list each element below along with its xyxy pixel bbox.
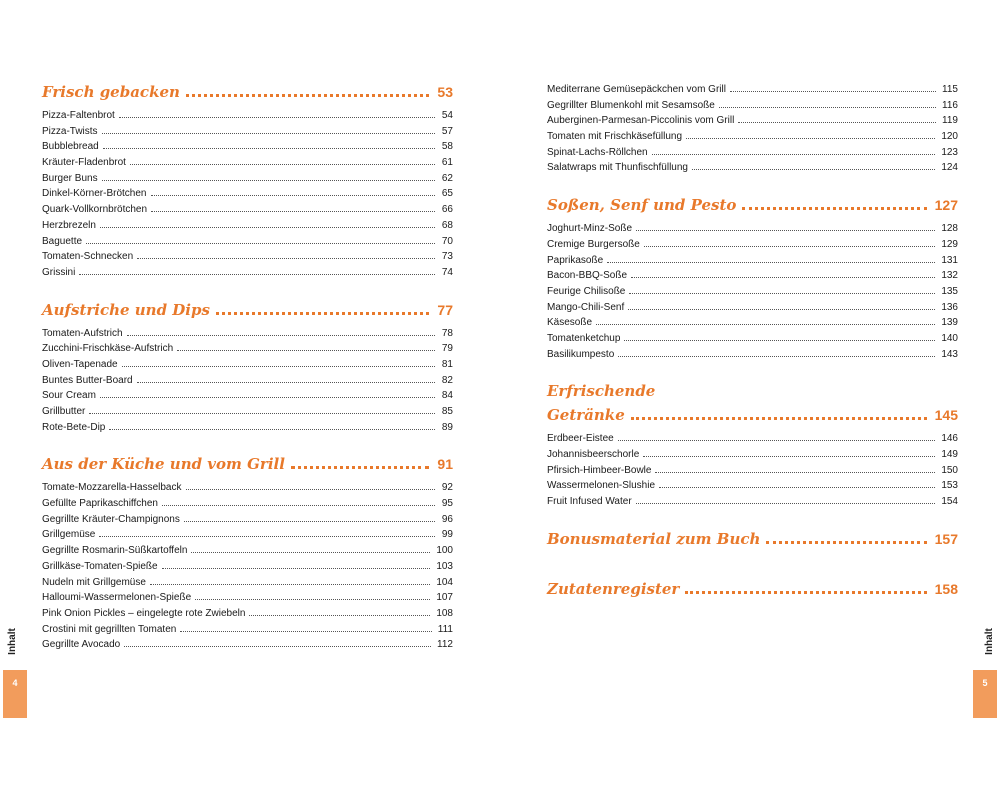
toc-entry[interactable] <box>547 237 958 253</box>
entry-page: 73 <box>441 251 453 263</box>
entry-title: Spinat-Lachs-Röllchen <box>547 146 648 158</box>
entry-page: 81 <box>441 358 453 370</box>
entry-title: Joghurt-Minz-Soße <box>547 223 633 235</box>
entry-page: 128 <box>941 223 958 235</box>
entry-title: Burger Buns <box>42 172 98 184</box>
page-number-tab: 4 <box>3 670 27 718</box>
section-title: Getränke <box>547 406 625 425</box>
entry-page: 82 <box>441 374 453 386</box>
toc-entry[interactable] <box>547 221 958 237</box>
toc-section <box>42 298 453 436</box>
toc-entry[interactable] <box>42 218 453 234</box>
dot-leader <box>629 293 935 294</box>
entry-page: 58 <box>441 141 453 153</box>
entry-page: 116 <box>942 99 958 111</box>
entry-title: Gegrillte Rosmarin-Süßkartoffeln <box>42 545 188 557</box>
entry-page: 146 <box>941 433 958 445</box>
entry-title: Gefüllte Paprikaschiffchen <box>42 498 158 510</box>
entry-page: 99 <box>441 529 453 541</box>
entry-title: Herzbrezeln <box>42 219 96 231</box>
dot-leader <box>86 243 435 244</box>
entry-title: Grillbutter <box>42 406 86 417</box>
dot-leader <box>628 309 935 310</box>
dot-leader <box>738 122 936 123</box>
dot-leader <box>100 397 435 398</box>
toc-entry[interactable] <box>547 284 958 300</box>
toc-entry[interactable] <box>42 186 453 202</box>
toc-section <box>547 577 958 601</box>
dot-leader <box>659 487 935 488</box>
toc-entry[interactable] <box>547 331 958 347</box>
entry-page: 78 <box>441 327 453 339</box>
entry-title: Wassermelonen-Slushie <box>547 480 656 492</box>
section-page: 53 <box>437 84 453 100</box>
dot-leader <box>89 413 435 414</box>
entry-page: 112 <box>437 639 453 651</box>
entry-page: 107 <box>436 592 453 604</box>
toc-entry[interactable] <box>42 124 453 140</box>
dot-leader <box>102 180 435 181</box>
entry-page: 89 <box>441 421 453 433</box>
entry-list <box>42 326 453 436</box>
entry-page: 131 <box>941 254 958 266</box>
toc-entry[interactable] <box>547 494 958 510</box>
toc-entry[interactable] <box>42 388 453 404</box>
dot-leader <box>686 138 935 139</box>
entry-page: 129 <box>941 238 958 250</box>
section-page: 77 <box>437 301 453 318</box>
section-title: Bonusmaterial zum Buch <box>547 529 761 548</box>
dot-leader <box>742 207 926 210</box>
dot-leader <box>195 599 430 600</box>
dot-leader <box>766 541 926 544</box>
dot-leader <box>184 521 435 522</box>
toc-entry[interactable] <box>547 160 958 176</box>
entry-title: Crostini mit gegrillten Tomaten <box>42 623 177 635</box>
toc-entry[interactable] <box>42 234 453 250</box>
dot-leader <box>607 262 935 263</box>
entry-list <box>42 480 453 653</box>
entry-title: Pizza-Twists <box>42 125 98 137</box>
dot-leader <box>99 536 435 537</box>
entry-page: 66 <box>441 204 453 216</box>
entry-title: Tomaten mit Frischkäsefüllung <box>547 131 683 143</box>
section-page: 145 <box>934 407 958 424</box>
entry-page: 85 <box>441 406 453 417</box>
toc-section <box>42 80 453 281</box>
section-heading[interactable] <box>42 298 453 322</box>
toc-entry[interactable] <box>42 404 453 420</box>
toc-entry[interactable] <box>42 575 453 591</box>
entry-page: 84 <box>441 390 453 402</box>
entry-title: Tomatenketchup <box>547 332 621 344</box>
entry-title: Tomaten-Aufstrich <box>42 327 123 339</box>
entry-page: 140 <box>941 332 958 344</box>
toc-entry[interactable] <box>42 637 453 653</box>
section-heading[interactable] <box>547 577 958 601</box>
toc-entry[interactable] <box>42 496 453 512</box>
toc-entry[interactable] <box>42 373 453 389</box>
toc-section <box>42 452 453 653</box>
toc-entry[interactable] <box>42 357 453 373</box>
toc-entry[interactable] <box>42 341 453 357</box>
dot-leader <box>596 324 935 325</box>
entry-title: Oliven-Tapenade <box>42 358 118 370</box>
toc-entry[interactable] <box>42 512 453 528</box>
entry-page: 104 <box>436 576 453 588</box>
entry-title: Gegrillter Blumenkohl mit Sesamsoße <box>547 99 715 111</box>
toc-entry[interactable] <box>547 463 958 479</box>
dot-leader <box>177 350 435 351</box>
entry-title: Grillkäse-Tomaten-Spieße <box>42 560 158 572</box>
dot-leader <box>151 211 435 212</box>
entry-page: 132 <box>941 270 958 282</box>
toc-entry[interactable] <box>547 478 958 494</box>
toc-entry[interactable] <box>547 447 958 463</box>
toc-entry[interactable] <box>42 543 453 559</box>
toc-entry[interactable] <box>42 171 453 187</box>
toc-entry[interactable] <box>547 253 958 269</box>
entry-title: Bacon-BBQ-Soße <box>547 270 628 282</box>
toc-entry[interactable] <box>42 202 453 218</box>
entry-title: Cremige Burgersoße <box>547 238 640 250</box>
entry-title: Dinkel-Körner-Brötchen <box>42 188 147 200</box>
entry-page: 65 <box>441 188 453 200</box>
section-heading[interactable] <box>547 379 958 427</box>
dot-leader <box>162 568 431 569</box>
dot-leader <box>730 91 936 92</box>
section-title: Soßen, Senf und Pesto <box>547 196 737 215</box>
toc-entry[interactable] <box>42 326 453 342</box>
section-heading[interactable] <box>42 452 453 476</box>
entry-page: 54 <box>441 110 453 121</box>
dot-leader <box>124 646 431 647</box>
section-page: 158 <box>934 580 958 597</box>
section-heading[interactable] <box>547 193 958 217</box>
dot-leader <box>636 230 935 231</box>
entry-page: 96 <box>441 513 453 525</box>
entry-title: Käsesoße <box>547 317 593 329</box>
dot-leader <box>109 429 435 430</box>
entry-title: Fruit Infused Water <box>547 496 632 508</box>
entry-title: Basilikumpesto <box>547 348 615 360</box>
entry-page: 103 <box>436 560 453 572</box>
toc-entry[interactable] <box>42 108 453 124</box>
entry-title: Halloumi-Wassermelonen-Spieße <box>42 592 192 604</box>
dot-leader <box>719 107 936 108</box>
dot-leader <box>618 356 935 357</box>
entry-title: Sour Cream <box>42 390 96 402</box>
entry-page: 136 <box>941 301 958 313</box>
toc-entry[interactable] <box>547 113 958 129</box>
toc-entry[interactable] <box>547 82 958 98</box>
dot-leader <box>127 335 435 336</box>
toc-entry[interactable] <box>42 265 453 281</box>
entry-page: 74 <box>441 266 453 278</box>
entry-page: 68 <box>441 219 453 231</box>
entry-page: 111 <box>437 623 453 635</box>
toc-entry[interactable] <box>42 139 453 155</box>
entry-page: 123 <box>941 146 958 158</box>
entry-list <box>547 82 958 176</box>
section-title: Aufstriche und Dips <box>42 300 210 319</box>
entry-page: 100 <box>436 545 453 557</box>
dot-leader <box>631 417 927 420</box>
side-label-inhalt: Inhalt <box>6 628 18 655</box>
entry-title: Pfirsich-Himbeer-Bowle <box>547 464 652 476</box>
dot-leader <box>180 631 431 632</box>
dot-leader <box>186 94 430 97</box>
entry-title: Mediterrane Gemüsepäckchen vom Grill <box>547 84 726 95</box>
toc-entry[interactable] <box>42 590 453 606</box>
left-page-toc <box>42 80 453 670</box>
entry-list <box>547 431 958 509</box>
toc-entry[interactable] <box>42 559 453 575</box>
entry-title: Erdbeer-Eistee <box>547 433 614 445</box>
toc-entry[interactable] <box>547 145 958 161</box>
section-heading[interactable] <box>547 527 958 551</box>
page-number-tab: 5 <box>973 670 997 718</box>
dot-leader <box>191 552 430 553</box>
toc-entry[interactable] <box>547 129 958 145</box>
dot-leader <box>130 164 435 165</box>
entry-page: 95 <box>441 498 453 510</box>
entry-page: 79 <box>441 343 453 355</box>
toc-entry[interactable] <box>547 347 958 363</box>
entry-page: 108 <box>436 607 453 619</box>
dot-leader <box>685 591 926 594</box>
dot-leader <box>151 195 436 196</box>
dot-leader <box>137 382 435 383</box>
entry-list <box>547 221 958 362</box>
toc-section <box>547 193 958 362</box>
entry-page: 57 <box>441 125 453 137</box>
toc-entry[interactable] <box>42 480 453 496</box>
entry-title: Rote-Bete-Dip <box>42 421 106 433</box>
entry-page: 154 <box>941 496 958 508</box>
entry-title: Salatwraps mit Thunfischfüllung <box>547 162 688 174</box>
dot-leader <box>102 133 435 134</box>
dot-leader <box>692 169 935 170</box>
entry-page: 61 <box>441 157 453 169</box>
toc-section <box>547 527 958 551</box>
toc-entry[interactable] <box>547 300 958 316</box>
entry-page: 135 <box>941 285 958 297</box>
toc-entry[interactable] <box>42 420 453 436</box>
entry-page: 120 <box>941 131 958 143</box>
entry-title: Grissini <box>42 266 76 278</box>
entry-page: 115 <box>942 84 958 95</box>
toc-entry[interactable] <box>42 527 453 543</box>
entry-title: Buntes Butter-Board <box>42 374 133 386</box>
dot-leader <box>291 466 429 469</box>
entry-title: Baguette <box>42 235 83 247</box>
section-title-line1: Erfrischende <box>547 382 656 401</box>
entry-title: Pizza-Faltenbrot <box>42 110 115 121</box>
entry-title: Mango-Chili-Senf <box>547 301 625 313</box>
toc-section <box>547 379 958 509</box>
dot-leader <box>100 227 435 228</box>
dot-leader <box>186 489 436 490</box>
entry-title: Tomate-Mozzarella-Hasselback <box>42 482 182 494</box>
dot-leader <box>618 440 936 441</box>
toc-entry[interactable] <box>42 622 453 638</box>
entry-title: Zucchini-Frischkäse-Aufstrich <box>42 343 174 355</box>
toc-entry[interactable] <box>547 268 958 284</box>
toc-entry[interactable] <box>42 606 453 622</box>
dot-leader <box>652 154 936 155</box>
entry-title: Bubblebread <box>42 141 99 153</box>
entry-title: Gegrillte Avocado <box>42 639 121 651</box>
entry-title: Kräuter-Fladenbrot <box>42 157 126 169</box>
entry-page: 124 <box>941 162 958 174</box>
dot-leader <box>137 258 435 259</box>
dot-leader <box>631 277 935 278</box>
side-label-inhalt: Inhalt <box>983 628 995 655</box>
entry-list <box>42 108 453 281</box>
toc-entry[interactable] <box>547 98 958 114</box>
dot-leader <box>103 148 435 149</box>
entry-title: Pink Onion Pickles – eingelegte rote Zwiebeln <box>42 607 246 619</box>
section-heading[interactable] <box>42 80 453 104</box>
toc-entry[interactable] <box>42 249 453 265</box>
entry-page: 150 <box>941 464 958 476</box>
entry-page: 62 <box>441 172 453 184</box>
dot-leader <box>119 117 435 118</box>
dot-leader <box>150 584 430 585</box>
entry-page: 143 <box>941 348 958 360</box>
dot-leader <box>122 366 435 367</box>
toc-section-continued <box>547 82 958 176</box>
section-title: Aus der Küche und vom Grill <box>42 455 285 474</box>
entry-title: Grillgemüse <box>42 529 96 541</box>
section-title: Zutatenregister <box>547 579 680 598</box>
dot-leader <box>624 340 935 341</box>
dot-leader <box>643 456 935 457</box>
entry-page: 119 <box>942 115 958 127</box>
entry-page: 153 <box>941 480 958 492</box>
section-page: 91 <box>437 456 453 473</box>
entry-title: Tomaten-Schnecken <box>42 251 134 263</box>
dot-leader <box>79 274 435 275</box>
entry-page: 70 <box>441 235 453 247</box>
entry-page: 139 <box>941 317 958 329</box>
entry-title: Feurige Chilisoße <box>547 285 626 297</box>
dot-leader <box>636 503 936 504</box>
section-title: Frisch gebacken <box>42 83 180 101</box>
entry-title: Auberginen-Parmesan-Piccolinis vom Grill <box>547 115 735 127</box>
entry-page: 92 <box>441 482 453 494</box>
section-page: 157 <box>934 530 958 547</box>
right-page-toc <box>547 82 958 618</box>
dot-leader <box>655 472 935 473</box>
dot-leader <box>162 505 435 506</box>
section-page: 127 <box>934 197 958 214</box>
dot-leader <box>249 615 430 616</box>
entry-title: Paprikasoße <box>547 254 604 266</box>
entry-title: Gegrillte Kräuter-Champignons <box>42 513 180 525</box>
dot-leader <box>644 246 936 247</box>
entry-title: Quark-Vollkornbrötchen <box>42 204 148 216</box>
toc-entry[interactable] <box>42 155 453 171</box>
entry-page: 149 <box>941 449 958 460</box>
entry-title: Nudeln mit Grillgemüse <box>42 576 146 588</box>
toc-entry[interactable] <box>547 315 958 331</box>
toc-entry[interactable] <box>547 431 958 447</box>
entry-title: Johannisbeerschorle <box>547 449 640 460</box>
dot-leader <box>216 312 429 315</box>
